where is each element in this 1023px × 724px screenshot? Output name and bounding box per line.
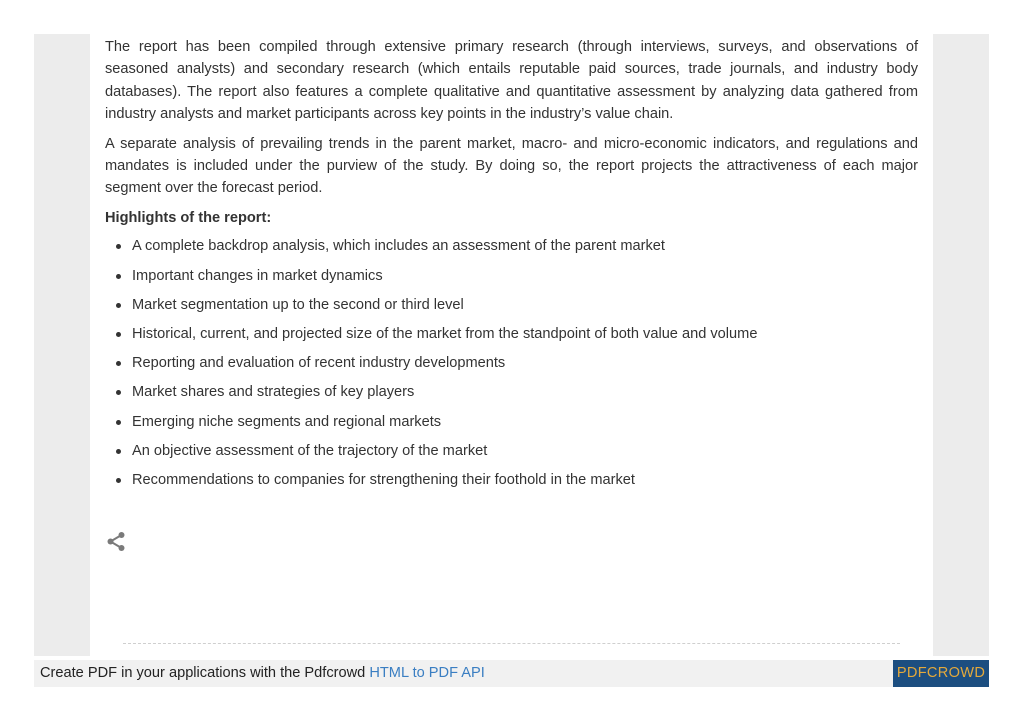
list-item [105,381,918,410]
list-item [105,235,918,264]
divider [123,643,900,644]
list-item [105,265,918,294]
pdfcrowd-badge[interactable]: PDFCROWD [893,660,989,687]
list-item [105,352,918,381]
left-gutter [34,34,90,656]
list-item [105,469,918,498]
bullet-icon [116,478,121,483]
bullet-icon [116,449,121,454]
highlights-heading: Highlights of the report: [105,210,272,227]
list-item-text: Reporting and evaluation of recent industry developments [132,355,506,372]
article-body [105,34,918,498]
bullet-icon [116,332,121,337]
list-item [105,440,918,469]
bullet-icon [116,390,121,395]
list-item-text: Market segmentation up to the second or third level [132,296,464,313]
list-item-text: A complete backdrop analysis, which includes an assessment of the parent market [132,238,665,255]
right-gutter [933,34,989,656]
list-item-text: Recommendations to companies for strengthening their foothold in the market [132,471,635,488]
article-paragraph-2: A separate analysis of prevailing trends in the parent market, macro- and micro-economic indicators, and regulations and mandates is included under the purview of the study. By doing so, the report projects the attractiveness of each major segment over the forecast period. [105,135,918,197]
pdfcrowd-footer [34,660,989,687]
list-item-text: An objective assessment of the trajectory of the market [132,442,488,459]
list-item [105,294,918,323]
bullet-icon [116,274,121,279]
bullet-icon [116,303,121,308]
footer-text [40,665,485,681]
bullet-icon [116,244,121,249]
highlights-list [105,235,918,498]
list-item [105,411,918,440]
list-item-text: Historical, current, and projected size of the market from the standpoint of both value and volume [132,325,758,342]
article-paragraph-1: The report has been compiled through extensive primary research (through interviews, surveys, and observations of seasoned analysts) and secondary research (which entails reputable paid sources, trade journals, and industry body databases). The report also features a complete qualitative and quantitative assessment by analyzing data gathered from industry analysts and market participants across key points in the industry’s value chain. [105,39,918,122]
list-item-text: Market shares and strategies of key players [132,384,415,401]
share-icon[interactable] [106,531,126,552]
bullet-icon [116,420,121,425]
bullet-icon [116,361,121,366]
footer-message: Create PDF in your applications with the Pdfcrowd [40,665,370,681]
list-item [105,323,918,352]
html-to-pdf-api-link[interactable]: HTML to PDF API [369,665,485,681]
list-item-text: Emerging niche segments and regional markets [132,413,442,430]
list-item-text: Important changes in market dynamics [132,267,383,284]
